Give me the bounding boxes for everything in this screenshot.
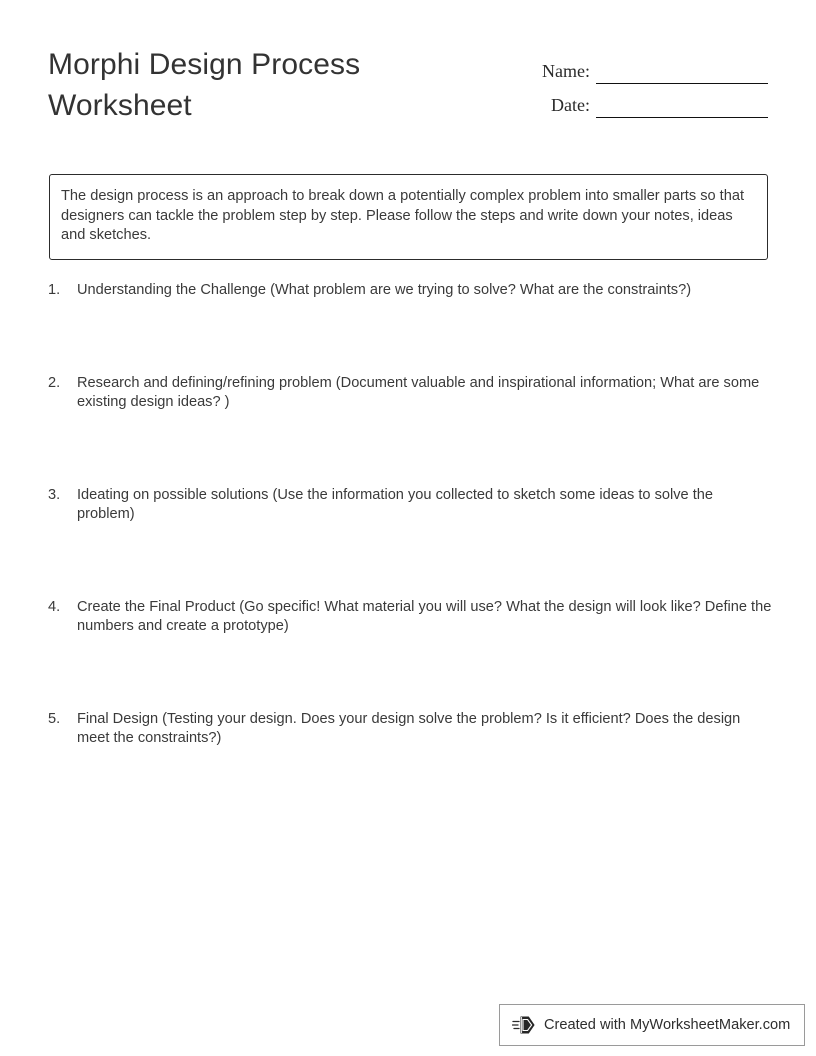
step-number: 4. bbox=[48, 598, 61, 615]
step-number: 1. bbox=[48, 282, 61, 298]
list-item bbox=[48, 598, 774, 637]
step-number: 3. bbox=[48, 486, 61, 503]
steps-list bbox=[48, 281, 774, 749]
page-title: Morphi Design Process Worksheet bbox=[48, 48, 361, 122]
date-field-label: Date: bbox=[551, 95, 590, 115]
step-text: Ideating on possible solutions (Use the information you collected to sketch some ideas to solve the problem) bbox=[77, 486, 713, 522]
name-input-line[interactable] bbox=[596, 63, 768, 84]
list-item bbox=[48, 374, 774, 413]
name-date-fields bbox=[536, 50, 768, 118]
list-item bbox=[48, 710, 774, 749]
name-field-row bbox=[536, 50, 768, 84]
date-field-row bbox=[536, 84, 768, 118]
worksheet-maker-badge[interactable] bbox=[499, 1004, 805, 1046]
step-text: Create the Final Product (Go specific! What material you will use? What the design will look like? Define the numbers and create a prototype) bbox=[77, 598, 772, 634]
instruction-box bbox=[49, 174, 768, 260]
worksheet-header bbox=[48, 44, 768, 140]
list-item bbox=[48, 486, 774, 525]
name-field-label: Name: bbox=[542, 61, 590, 81]
instruction-text: The design process is an approach to break down a potentially complex problem into smaller parts so that designers can tackle the problem step by step. Please follow the steps and write down your notes, ideas and sketches. bbox=[61, 188, 745, 243]
worksheet-maker-logo-icon bbox=[512, 1014, 536, 1036]
step-text: Final Design (Testing your design. Does your design solve the problem? Is it efficient? Does the design meet the constraints?) bbox=[77, 710, 741, 746]
step-text: Understanding the Challenge (What problem are we trying to solve? What are the constraints?) bbox=[77, 282, 692, 298]
worksheet-maker-badge-text: Created with MyWorksheetMaker.com bbox=[544, 1017, 791, 1033]
step-text: Research and defining/refining problem (Document valuable and inspirational information; What are some existing design ideas? ) bbox=[77, 374, 760, 410]
step-number: 5. bbox=[48, 710, 61, 727]
list-item bbox=[48, 281, 774, 301]
step-number: 2. bbox=[48, 374, 61, 391]
date-input-line[interactable] bbox=[596, 97, 768, 118]
